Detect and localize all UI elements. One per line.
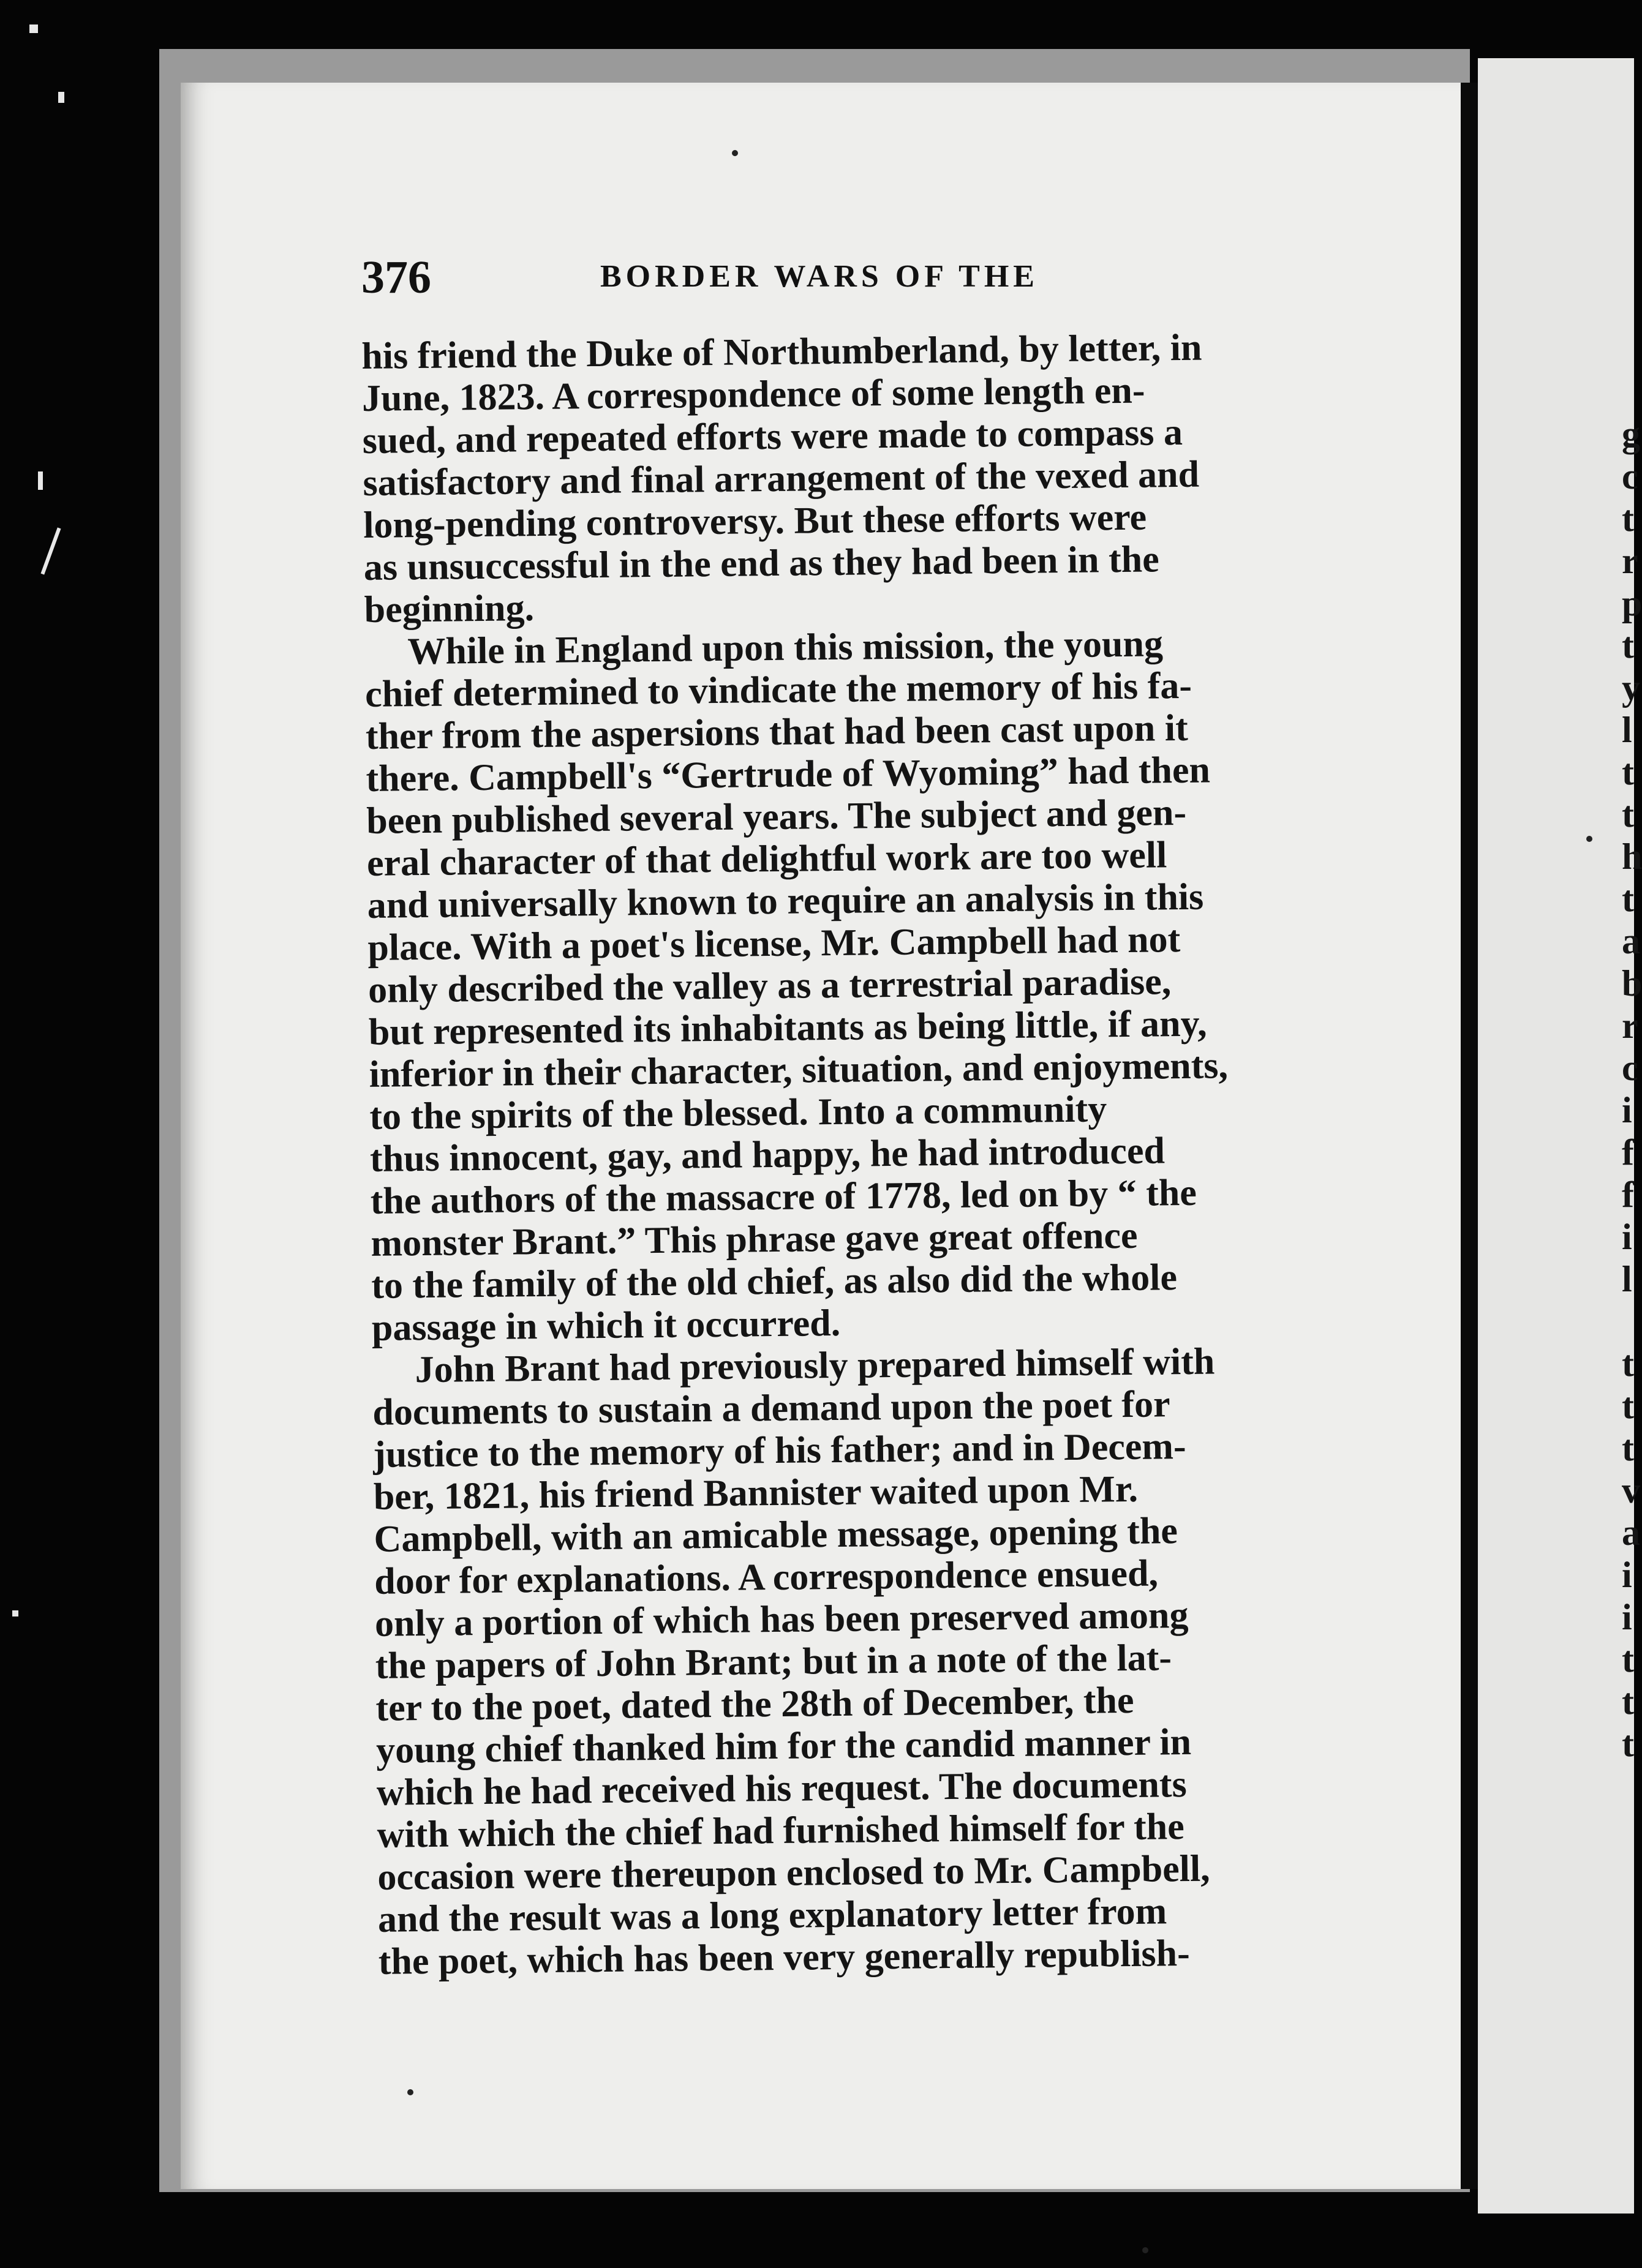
text-line: beginning. bbox=[364, 587, 535, 631]
text-line: While in England upon this mission, the young bbox=[407, 623, 1164, 673]
text-line: and universally known to require an analysis in this bbox=[367, 876, 1204, 926]
text-line: June, 1823. A correspondence of some length en- bbox=[361, 369, 1145, 419]
page-number: 376 bbox=[361, 252, 431, 303]
ink-speck bbox=[732, 150, 738, 156]
scan-noise bbox=[41, 527, 61, 574]
text-line: door for explanations. A correspondence ensued, bbox=[374, 1552, 1159, 1602]
facing-page-letter: f bbox=[1622, 1174, 1634, 1215]
text-line: place. With a poet's license, Mr. Campbell had not bbox=[367, 918, 1181, 969]
facing-page bbox=[1478, 58, 1642, 2214]
facing-page-letters bbox=[1622, 413, 1642, 1765]
text-line: there. Campbell's “Gertrude of Wyoming” had then bbox=[366, 749, 1211, 800]
scan-noise bbox=[29, 24, 38, 33]
facing-page-letter: t bbox=[1622, 498, 1634, 539]
text-line: occasion were thereupon enclosed to Mr. Campbell, bbox=[377, 1847, 1210, 1898]
facing-page-letter: f bbox=[1622, 1132, 1634, 1173]
text-line: which he had received his request. The documents bbox=[376, 1763, 1187, 1814]
facing-page-letter: p bbox=[1622, 583, 1642, 623]
facing-page-letter: a bbox=[1622, 1512, 1640, 1553]
text-line: but represented its inhabitants as being little, if any, bbox=[368, 1002, 1207, 1053]
facing-page-letter: y bbox=[1622, 667, 1640, 708]
facing-page-letter: l bbox=[1622, 710, 1632, 750]
facing-page-letter: t bbox=[1622, 752, 1634, 792]
paragraph-3 bbox=[372, 1340, 1322, 1983]
facing-page-letter: t bbox=[1622, 879, 1634, 919]
text-line: long-pending controversy. But these efforts were bbox=[363, 496, 1147, 546]
text-line: ter to the poet, dated the 28th of December, the bbox=[375, 1679, 1134, 1729]
text-line: the authors of the massacre of 1778, led on by “ the bbox=[370, 1171, 1197, 1222]
scan-noise bbox=[12, 1610, 18, 1617]
facing-page-letter: t bbox=[1622, 1343, 1634, 1384]
text-line: been published several years. The subject and gen- bbox=[366, 791, 1187, 842]
facing-page-letter: t bbox=[1622, 1428, 1634, 1468]
facing-page-letter: i bbox=[1622, 1555, 1632, 1595]
facing-page-letter: t bbox=[1622, 1724, 1634, 1764]
ink-speck bbox=[407, 2089, 413, 2095]
text-line: the papers of John Brant; but in a note of the lat- bbox=[375, 1637, 1172, 1687]
text-line: the poet, which has been very generally republish- bbox=[378, 1932, 1191, 1983]
facing-page-letter: l bbox=[1622, 1259, 1632, 1299]
text-line: only described the valley as a terrestrial paradise, bbox=[367, 961, 1172, 1011]
text-line: Campbell, with an amicable message, opening the bbox=[374, 1510, 1178, 1560]
facing-page-letter: t bbox=[1622, 625, 1634, 666]
text-line: inferior in their character, situation, and enjoyments, bbox=[369, 1045, 1229, 1095]
facing-page-letter: r bbox=[1622, 1005, 1638, 1046]
facing-page-letter: i bbox=[1622, 1597, 1632, 1637]
facing-page-letter: t bbox=[1622, 1639, 1634, 1680]
text-line: young chief thanked him for the candid manner in bbox=[375, 1721, 1192, 1771]
text-line: sued, and repeated efforts were made to compass a bbox=[362, 411, 1183, 462]
text-line: as unsuccessful in the end as they had been in the bbox=[363, 538, 1160, 588]
paragraph-1 bbox=[361, 326, 1308, 631]
ink-speck bbox=[1586, 836, 1592, 842]
scan-noise bbox=[58, 92, 64, 103]
text-line: to the family of the old chief, as also did the whole bbox=[371, 1256, 1178, 1307]
running-head: BORDER WARS OF THE bbox=[600, 259, 1039, 294]
facing-page-letter: t bbox=[1622, 794, 1634, 835]
text-line: to the spirits of the blessed. Into a community bbox=[369, 1088, 1107, 1138]
paragraph-2 bbox=[364, 621, 1315, 1350]
facing-page-letter: i bbox=[1622, 1217, 1632, 1257]
text-line: eral character of that delightful work are too well bbox=[366, 834, 1167, 884]
facing-page-letter: h bbox=[1622, 836, 1642, 877]
facing-page-letter: a bbox=[1622, 921, 1640, 961]
text-line: John Brant had previously prepared himself with bbox=[415, 1340, 1215, 1391]
text-line: only a portion of which has been preserved among bbox=[374, 1594, 1189, 1645]
facing-page-letter: b bbox=[1622, 963, 1642, 1004]
text-line: documents to sustain a demand upon the poet for bbox=[372, 1383, 1170, 1433]
text-line: ber, 1821, his friend Bannister waited upon Mr. bbox=[373, 1468, 1139, 1518]
text-line: chief determined to vindicate the memory of his fa- bbox=[364, 664, 1192, 715]
text-line: his friend the Duke of Northumberland, by letter, in bbox=[361, 326, 1202, 377]
text-line: satisfactory and final arrangement of the vexed and bbox=[363, 453, 1200, 504]
text-line: and the result was a long explanatory letter from bbox=[377, 1890, 1167, 1940]
text-line: ther from the aspersions that had been cast upon it bbox=[365, 707, 1188, 757]
text-line: thus innocent, gay, and happy, he had introduced bbox=[369, 1130, 1166, 1180]
facing-page-letter: v bbox=[1622, 1470, 1640, 1511]
text-line: justice to the memory of his father; and in Decem- bbox=[372, 1425, 1186, 1476]
facing-page-letter: g bbox=[1622, 414, 1640, 454]
facing-page-letter: i bbox=[1622, 1090, 1632, 1130]
book-gutter bbox=[1461, 83, 1478, 2189]
facing-page-letter: c bbox=[1622, 456, 1638, 497]
facing-page-letter: t bbox=[1622, 1386, 1634, 1426]
facing-page-letter bbox=[1622, 1301, 1642, 1343]
facing-page-letter: c bbox=[1622, 1048, 1638, 1088]
facing-page-letter: t bbox=[1622, 1681, 1634, 1722]
text-line: monster Brant.” This phrase gave great offence bbox=[371, 1214, 1138, 1264]
text-line: passage in which it occurred. bbox=[371, 1302, 841, 1349]
scan-noise bbox=[38, 471, 43, 490]
ink-speck bbox=[1142, 2247, 1148, 2253]
body-text bbox=[361, 326, 1322, 1983]
text-line: with which the chief had furnished himself for the bbox=[377, 1806, 1185, 1856]
facing-page-letter: r bbox=[1622, 541, 1638, 581]
